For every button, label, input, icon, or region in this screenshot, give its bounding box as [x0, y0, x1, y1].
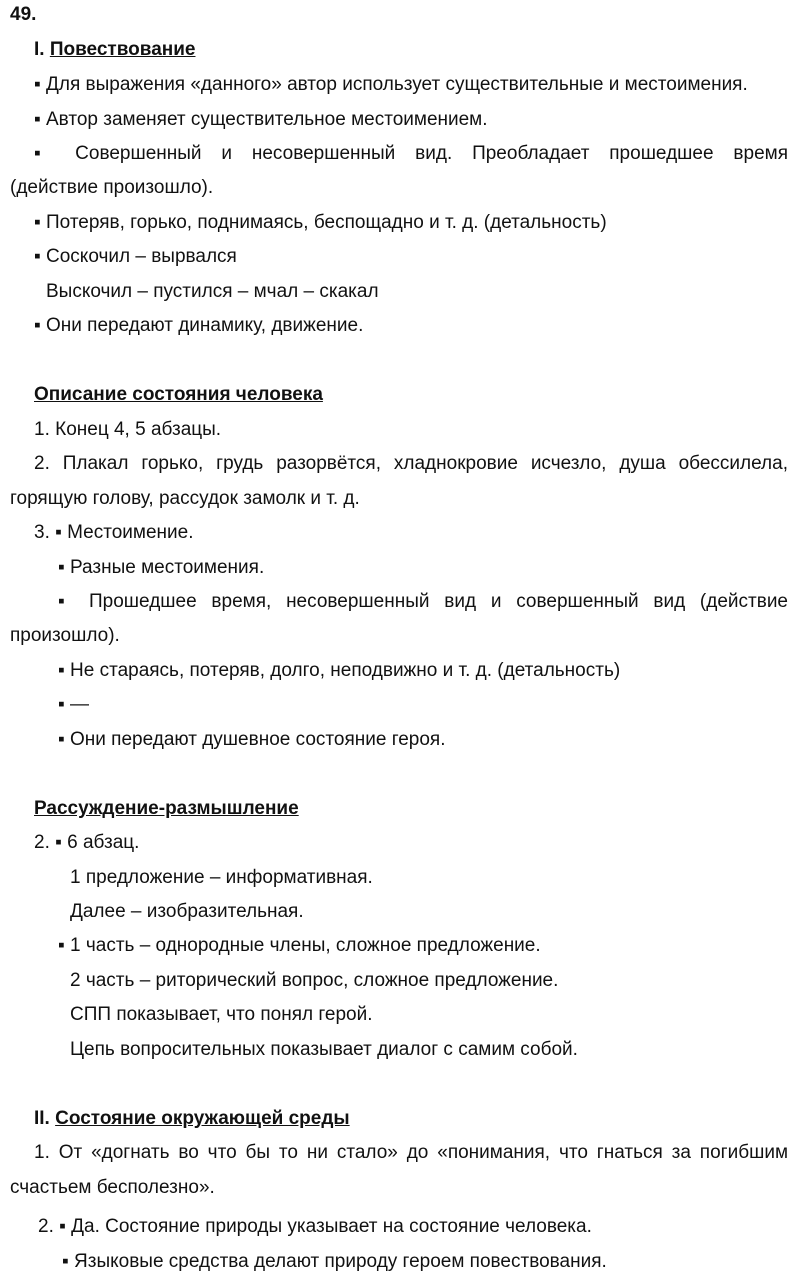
section-1-item: (действие произошло). — [10, 177, 214, 198]
section-1-roman: I. — [34, 39, 45, 60]
section-1-item: ▪ Совершенный и несовершенный вид. Преобладает прошедшее время — [34, 143, 788, 164]
section-1-heading: Повествование — [49, 39, 196, 60]
section-1-item: ▪ Для выражения «данного» автор использует существительные и местоимения. — [34, 74, 748, 95]
section-3-item: 2. ▪ 6 абзац. — [34, 832, 140, 853]
section-2-item: ▪ Прошедшее время, несовершенный вид и совершенный вид (действие — [58, 591, 788, 612]
section-4-heading: Состояние окружающей среды — [55, 1108, 350, 1129]
section-3-item: СПП показывает, что понял герой. — [70, 1004, 373, 1025]
section-2-item: произошло). — [10, 625, 120, 646]
section-1-item: ▪ Потеряв, горько, поднимаясь, беспощадно и т. д. (детальность) — [34, 212, 607, 233]
section-2-item: горящую голову, рассудок замолк и т. д. — [10, 488, 360, 509]
section-4-item: ▪ Языковые средства делают природу героем повествования. — [62, 1251, 607, 1272]
section-4-roman: II. — [34, 1108, 50, 1129]
section-2-item: ▪ Не стараясь, потеряв, долго, неподвижно и т. д. (детальность) — [58, 660, 621, 681]
section-1-item: ▪ Они передают динамику, движение. — [34, 315, 364, 336]
section-4-item: 2. ▪ Да. Состояние природы указывает на состояние человека. — [38, 1216, 592, 1237]
section-2-item: 3. ▪ Местоимение. — [34, 522, 194, 543]
section-1-item: ▪ Автор заменяет существительное местоимением. — [34, 109, 488, 130]
section-1-item: Выскочил – пустился – мчал – скакал — [46, 281, 379, 302]
section-3-item: 2 часть – риторический вопрос, сложное предложение. — [70, 970, 559, 991]
section-2-item: 2. Плакал горько, грудь разорвётся, хладнокровие исчезло, душа обессилела, — [34, 453, 788, 474]
section-2-item: ▪ — — [58, 694, 90, 715]
section-3-item: Цепь вопросительных показывает диалог с самим собой. — [70, 1039, 578, 1060]
section-4-item: 1. От «догнать во что бы то ни стало» до «понимания, что гнаться за погибшим — [34, 1142, 788, 1163]
section-1-title — [34, 38, 800, 62]
section-4-title — [34, 1107, 800, 1131]
section-2-item: ▪ Они передают душевное состояние героя. — [58, 729, 446, 750]
exercise-number: 49. — [10, 4, 37, 25]
section-3-item: 1 предложение – информативная. — [70, 867, 373, 888]
section-1-item: ▪ Соскочил – вырвался — [34, 246, 237, 267]
section-3-item: Далее – изобразительная. — [70, 901, 304, 922]
section-4-item: счастьем бесполезно». — [10, 1177, 215, 1198]
section-2-item: 1. Конец 4, 5 абзацы. — [34, 419, 222, 440]
section-2-heading: Описание состояния человека — [34, 384, 323, 405]
section-3-item: ▪ 1 часть – однородные члены, сложное предложение. — [58, 935, 541, 956]
section-2-item: ▪ Разные местоимения. — [58, 557, 265, 578]
section-3-heading: Рассуждение-размышление — [34, 798, 299, 819]
